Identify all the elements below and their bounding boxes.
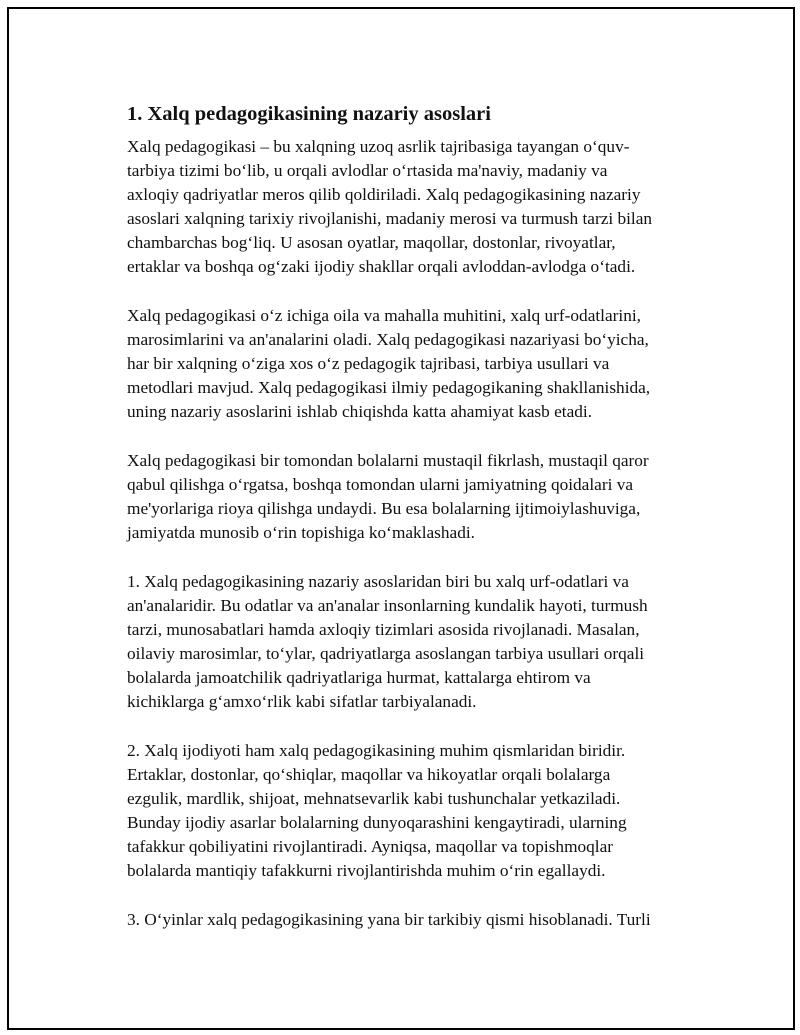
text-line: tarzi, munosabatlari hamda axloqiy tizimlari asosida rivojlanadi. Masalan, bbox=[127, 620, 640, 639]
text-line: ertaklar va boshqa og‘zaki ijodiy shakllar orqali avloddan-avlodga o‘tadi. bbox=[127, 257, 636, 276]
text-line: kichiklarga g‘amxo‘rlik kabi sifatlar tarbiyalanadi. bbox=[127, 692, 477, 711]
text-line: Ertaklar, dostonlar, qo‘shiqlar, maqollar va hikoyatlar orqali bolalarga bbox=[127, 765, 611, 784]
text-line: tarbiya tizimi bo‘lib, u orqali avlodlar o‘rtasida ma'naviy, madaniy va bbox=[127, 161, 608, 180]
text-line: uning nazariy asoslarini ishlab chiqishda katta ahamiyat kasb etadi. bbox=[127, 402, 593, 421]
document-body bbox=[127, 101, 697, 957]
text-line: Xalq pedagogikasi bir tomondan bolalarni mustaqil fikrlash, mustaqil qaror bbox=[127, 451, 649, 470]
text-line: metodlari mavjud. Xalq pedagogikasi ilmiy pedagogikaning shakllanishida, bbox=[127, 378, 651, 397]
text-line: jamiyatda munosib o‘rin topishiga ko‘maklashadi. bbox=[127, 523, 475, 542]
text-line: me'yorlariga rioya qilishga undaydi. Bu esa bolalarning ijtimoiylashuviga, bbox=[127, 499, 641, 518]
text-line: bolalarda mantiqiy tafakkurni rivojlantirishda muhim o‘rin egallaydi. bbox=[127, 861, 606, 880]
document-title: 1. Xalq pedagogikasining nazariy asoslari bbox=[127, 103, 491, 125]
text-line: har bir xalqning o‘ziga xos o‘z pedagogik tajribasi, tarbiya usullari va bbox=[127, 354, 610, 373]
text-line: 3. O‘yinlar xalq pedagogikasining yana bir tarkibiy qismi hisoblanadi. Turli bbox=[127, 910, 651, 929]
text-line: tafakkur qobiliyatini rivojlantiradi. Ayniqsa, maqollar va topishmoqlar bbox=[127, 837, 614, 856]
text-line: oilaviy marosimlar, to‘ylar, qadriyatlarga asoslangan tarbiya usullari orqali bbox=[127, 644, 645, 663]
text-line: qabul qilishga o‘rgatsa, boshqa tomondan ularni jamiyatning qoidalari va bbox=[127, 475, 634, 494]
text-line: chambarchas bog‘liq. U asosan oyatlar, maqollar, dostonlar, rivoyatlar, bbox=[127, 233, 616, 252]
paragraph-5 bbox=[127, 739, 697, 883]
paragraph-3 bbox=[127, 449, 697, 545]
text-line: 2. Xalq ijodiyoti ham xalq pedagogikasining muhim qismlaridan biridir. bbox=[127, 741, 626, 760]
text-line: Bunday ijodiy asarlar bolalarning dunyoqarashini kengaytiradi, ularning bbox=[127, 813, 627, 832]
paragraph-6 bbox=[127, 908, 697, 932]
text-line: an'analaridir. Bu odatlar va an'analar insonlarning kundalik hayoti, turmush bbox=[127, 596, 648, 615]
text-line: asoslari xalqning tarixiy rivojlanishi, madaniy merosi va turmush tarzi bilan bbox=[127, 209, 653, 228]
text-line: ezgulik, mardlik, shijoat, mehnatsevarlik kabi tushunchalar yetkaziladi. bbox=[127, 789, 621, 808]
paragraph-4 bbox=[127, 570, 697, 714]
paragraph-1 bbox=[127, 135, 697, 279]
text-line: 1. Xalq pedagogikasining nazariy asoslaridan biri bu xalq urf-odatlari va bbox=[127, 572, 629, 591]
text-line: marosimlarini va an'analarini oladi. Xalq pedagogikasi nazariyasi bo‘yicha, bbox=[127, 330, 649, 349]
text-line: bolalarda jamoatchilik qadriyatlariga hurmat, kattalarga ehtirom va bbox=[127, 668, 591, 687]
text-line: Xalq pedagogikasi o‘z ichiga oila va mahalla muhitini, xalq urf-odatlarini, bbox=[127, 306, 641, 325]
paragraph-2 bbox=[127, 304, 697, 424]
text-line: Xalq pedagogikasi – bu xalqning uzoq asrlik tajribasiga tayangan o‘quv- bbox=[127, 137, 630, 156]
text-line: axloqiy qadriyatlar meros qilib qoldiriladi. Xalq pedagogikasining nazariy bbox=[127, 185, 641, 204]
page-frame bbox=[7, 7, 795, 1030]
